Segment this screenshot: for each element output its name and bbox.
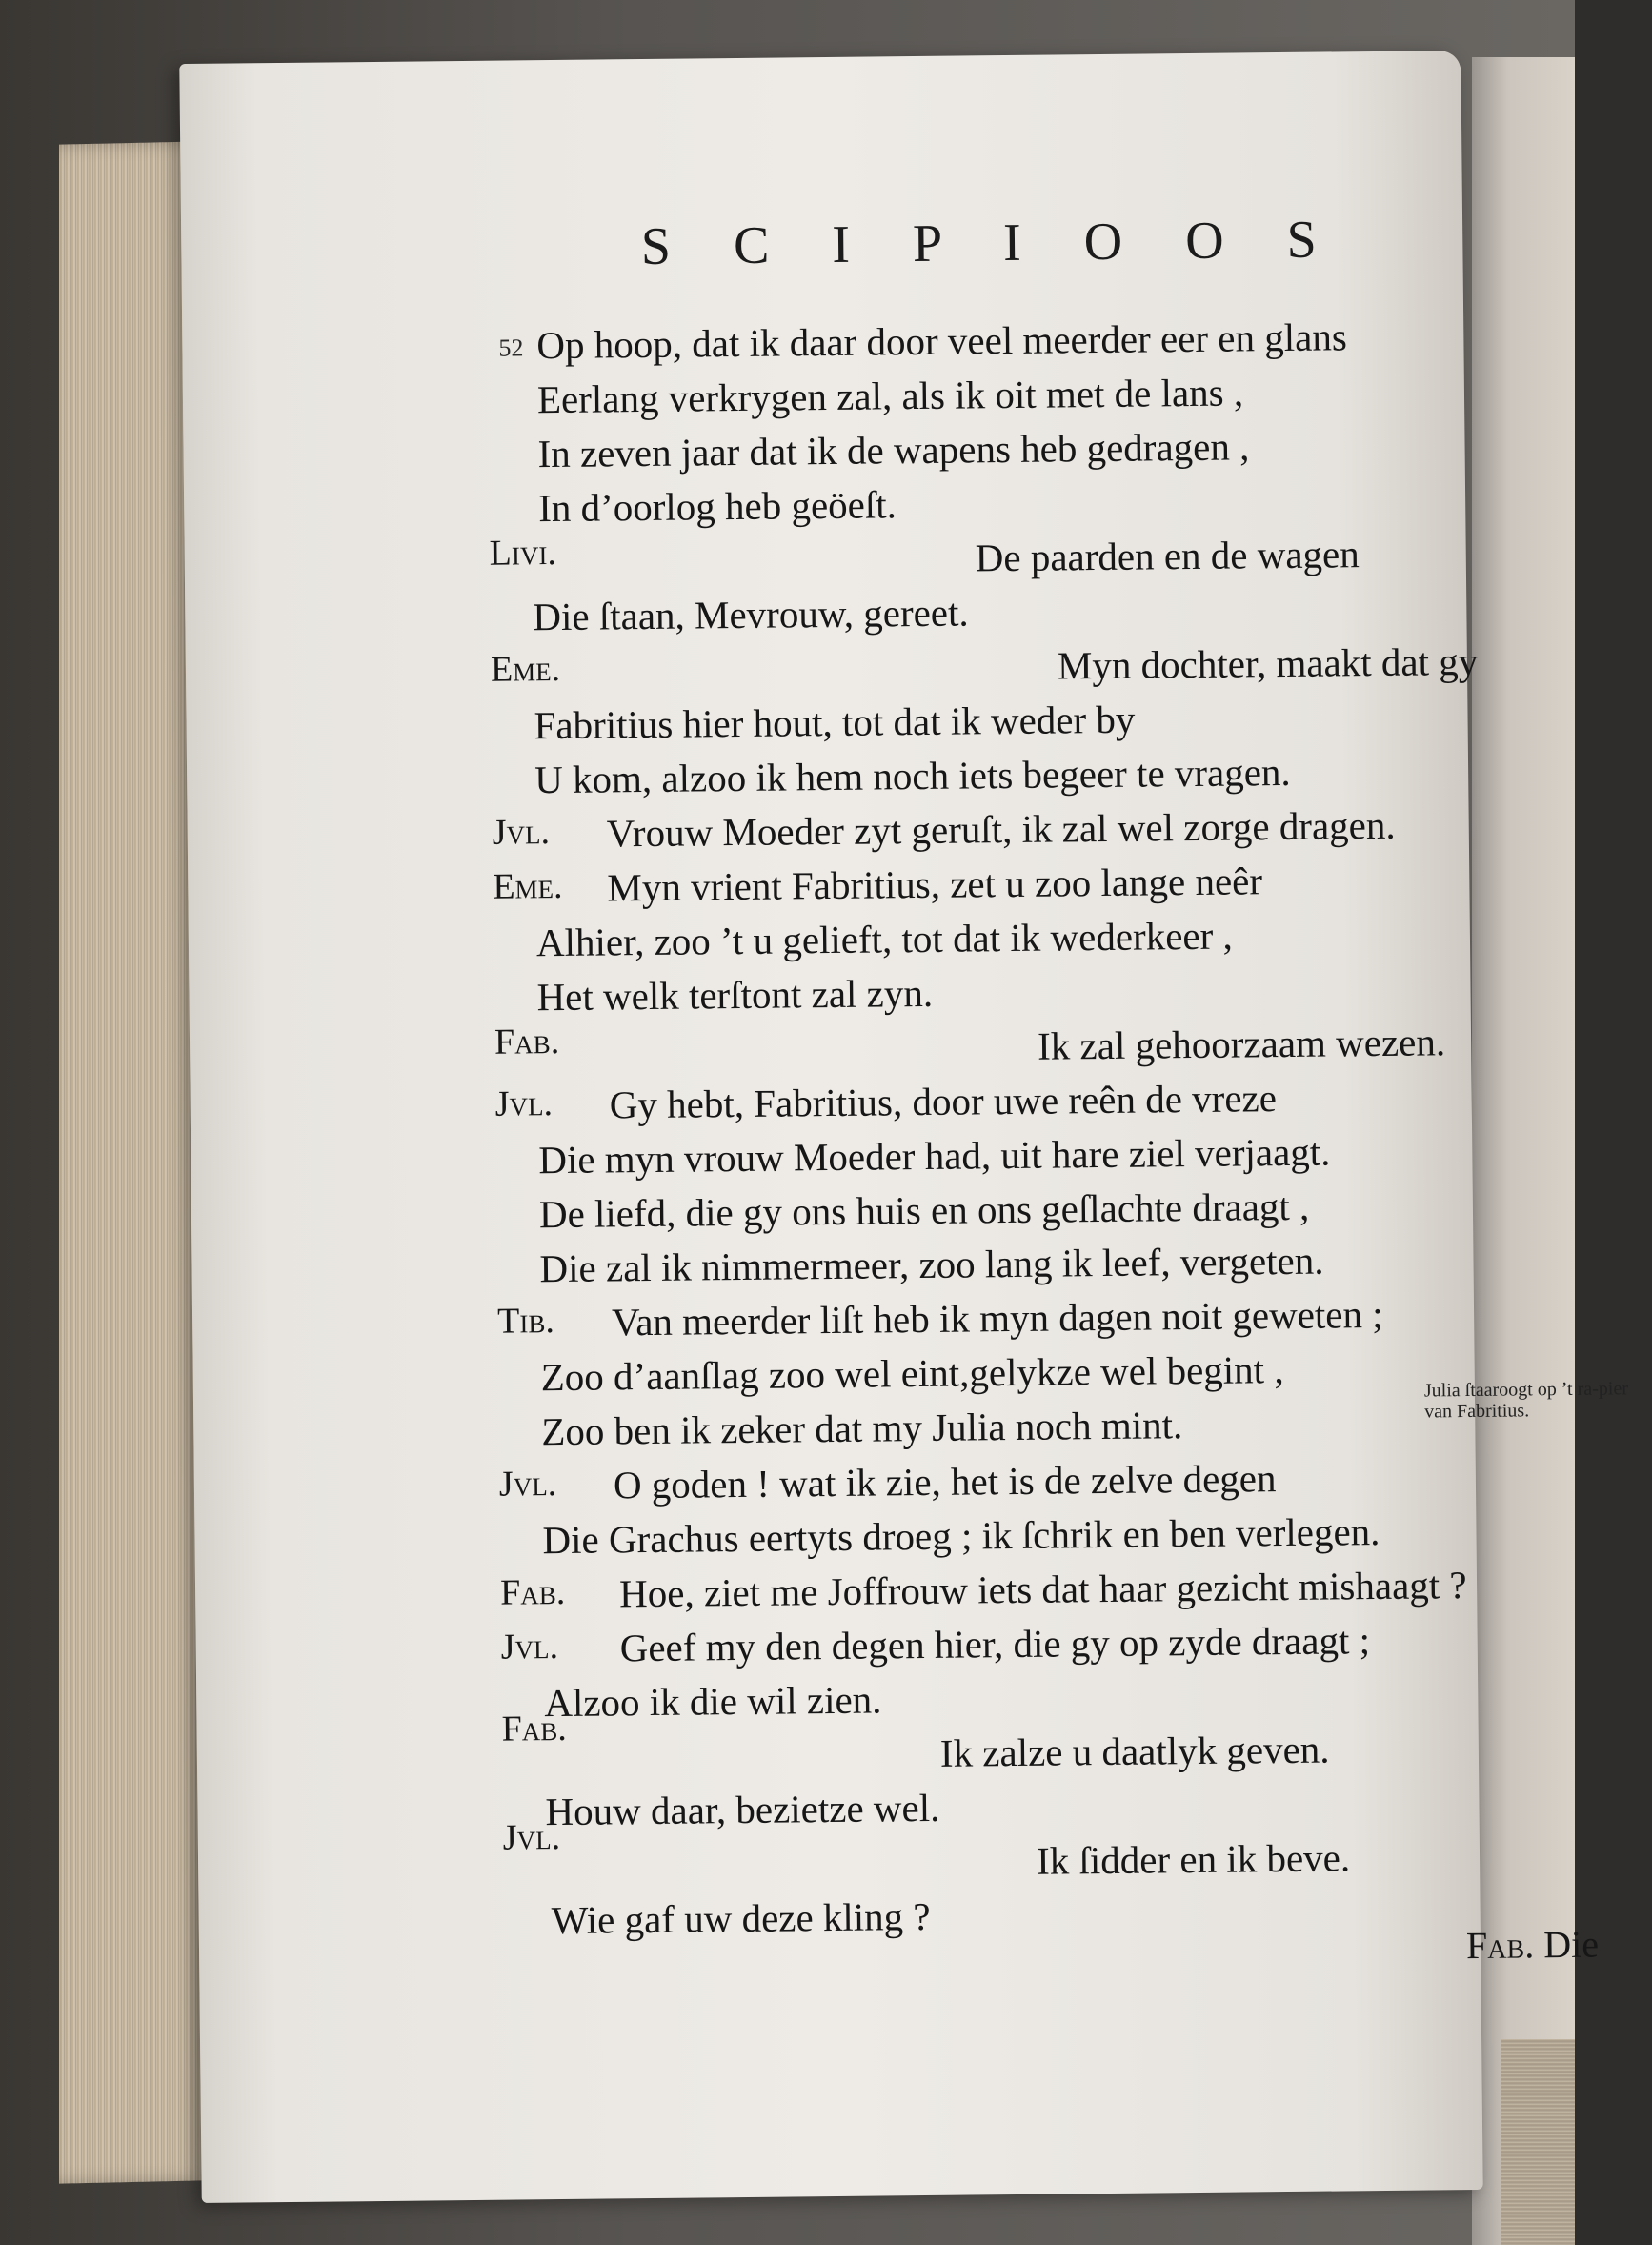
verse-line: Van meerder liſt heb ik myn dagen noit geweten ;: [611, 1291, 1383, 1345]
verse-line: Die zal ik nimmermeer, zoo lang ik leef, vergeten.: [539, 1238, 1324, 1291]
verse-line: Ik zalze u daatlyk geven.: [939, 1727, 1330, 1775]
verse-line: Alhier, zoo ’t u gelieft, tot dat ik wederkeer ,: [535, 913, 1233, 965]
speaker-label: Fab.: [499, 1571, 566, 1613]
verse-line: Op hoop, dat ik daar door veel meerder eer en glans: [536, 314, 1348, 368]
speaker-label: Livi.: [489, 532, 557, 574]
page-number: 52: [498, 334, 524, 362]
verse-line: Vrouw Moeder zyt geruſt, ik zal wel zorge dragen.: [606, 802, 1396, 856]
verse-line: Zoo d’aanſlag zoo wel eint,gelykze wel begint ,: [540, 1347, 1284, 1400]
verse-line: De paarden en de wagen: [975, 532, 1360, 580]
catchword-speaker: Fab.: [1465, 1923, 1535, 1968]
verse-line: Ik zal gehoorzaam wezen.: [1037, 1020, 1446, 1068]
verse-line: U kom, alzoo ik hem noch iets begeer te vragen.: [534, 749, 1291, 802]
speaker-label: Tib.: [496, 1301, 555, 1342]
verse-line: Die Grachus eertyts droeg ; ik ſchrik en ben verlegen.: [542, 1508, 1380, 1563]
speaker-label: Jvl.: [494, 1083, 554, 1124]
speaker-label: Jvl.: [500, 1627, 559, 1668]
catchword: [1466, 1922, 1599, 1968]
verse-line: Zoo ben ik zeker dat my Julia noch mint.: [541, 1403, 1183, 1454]
facing-page: [1472, 57, 1575, 2245]
verse-line: Die myn vrouw Moeder had, uit hare ziel verjaagt.: [538, 1129, 1331, 1183]
verse-line: Fabritius hier hout, tot dat ik weder by: [534, 697, 1136, 748]
speaker-label: Eme.: [493, 865, 563, 907]
verse-line: Myn vrient Fabritius, zet u zoo lange neêr: [607, 859, 1263, 910]
verse-line: Het welk terſtont zal zyn.: [536, 970, 934, 1020]
speaker-label: Fab.: [501, 1708, 567, 1749]
speaker-label: Jvl.: [492, 812, 551, 853]
speaker-label: Fab.: [494, 1021, 560, 1062]
speaker-label: Eme.: [490, 648, 561, 690]
verse-line: O goden ! wat ik zie, het is de zelve degen: [613, 1456, 1277, 1507]
verse-line: In d’oorlog heb geöeſt.: [537, 482, 897, 531]
running-head: S C I P I O O S: [640, 210, 1342, 277]
verse-line: Geef my den degen hier, die gy op zyde draagt ;: [619, 1618, 1371, 1670]
verse-line: Hoe, ziet me Joffrouw iets dat haar gezicht mishaagt ?: [618, 1563, 1467, 1616]
verse-line: De liefd, die gy ons huis en ons geſlachte draagt ,: [538, 1183, 1310, 1237]
verse-line: Die ſtaan, Mevrouw, gereet.: [533, 590, 969, 639]
verse-line: Wie gaf uw deze kling ?: [551, 1893, 931, 1943]
stage-direction: Julia ſtaaroogt op ’t ra-pier van Fabritius.: [1423, 1378, 1629, 1423]
verse-line: Alzoo ik die wil zien.: [544, 1677, 882, 1726]
verse-line: Eerlang verkrygen zal, als ik oit met de lans ,: [536, 370, 1244, 422]
verse-line: Myn dochter, maakt dat gy: [1057, 638, 1479, 688]
verse-line: In zeven jaar dat ik de wapens heb gedragen ,: [537, 424, 1250, 476]
book-page: [179, 51, 1629, 2203]
book-page-edges: [59, 141, 202, 2183]
catchword-word: Die: [1542, 1922, 1600, 1967]
verse-line: Houw daar, bezietze wel.: [545, 1785, 940, 1834]
verse-line: Ik ſidder en ik beve.: [1036, 1835, 1351, 1883]
speaker-label: Jvl.: [502, 1817, 561, 1858]
speaker-label: Jvl.: [498, 1464, 557, 1505]
verse-line: Gy hebt, Fabritius, door uwe reên de vreze: [609, 1076, 1278, 1127]
facing-page-edges: [1501, 2039, 1575, 2245]
